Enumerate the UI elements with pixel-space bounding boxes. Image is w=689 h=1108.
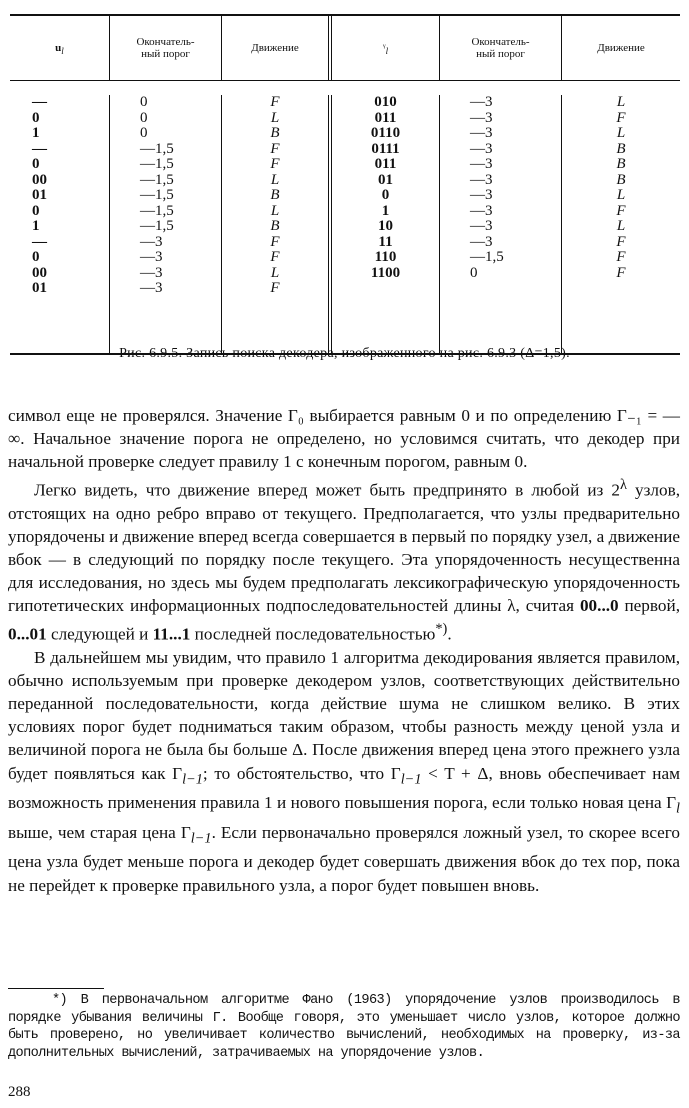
table-cell: —1,5 (140, 140, 174, 157)
table-cell: —3 (470, 94, 493, 110)
table-cell: 1100 (370, 264, 401, 281)
table-cell: —3 (470, 140, 493, 157)
table-cell: F (270, 280, 280, 296)
table-cell: 0110 (370, 125, 401, 141)
header-threshold-left: Окончатель- ный порог (110, 16, 222, 80)
table-cell: L (270, 202, 280, 219)
table-cell: —3 (470, 109, 493, 126)
table-cell: 11 (378, 233, 393, 250)
table-cell: —1,5 (140, 171, 174, 188)
footnote: *) В первоначальном алгоритме Фано (1963) упорядочение узлов производилось в порядке убывания величины Γ. Вообще говоря, это уменьшает число узлов, которое должно быть проверено, но увеличивает количество вычислений, необходимых на проверку, из-за дополнительных вычислений, затрачиваемых на упорядочение узлов. (8, 993, 680, 1061)
table-cell: 010 (374, 94, 397, 110)
table-cell: L (616, 218, 626, 234)
table-cell: 110 (374, 249, 397, 265)
table-cell: —1,5 (140, 202, 174, 219)
column-gamma (332, 95, 440, 353)
table-cell: F (270, 249, 280, 265)
table-cell: B (270, 125, 280, 141)
table-cell: 0 (140, 109, 148, 126)
header-threshold-right: Окончатель- ный порог (440, 16, 562, 80)
table-cell: 01 (32, 187, 47, 203)
table-cell: F (270, 233, 280, 250)
table-cell: 011 (374, 156, 397, 172)
table-cell: B (270, 218, 280, 234)
table-body (10, 81, 680, 353)
paragraph: Легко видеть, что движение вперед может быть предпринято в любой из $2^\lambda$ узлов, отстоящих на одно ребро вправо от текущего. Предполагается, что узлы предварительно упорядочены и движение вперед всегда совершается в первый по порядку узел, а движение вбок — в следующий по порядку после текущего. Эта упорядоченность несущественна для исследования, но здесь мы будем предполагать лексикографическую упорядоченность гипотетических информационных подпоследовательностей длины λ, считая 00...0 первой, 0...01 следующей и 11...1 последней последовательностью*). (8, 476, 681, 644)
search-record-table (10, 14, 680, 355)
footnote-rule (8, 988, 104, 989)
figure-caption: Рис. 6.9.5. Запись поиска декодера, изображенного на рис. 6.9.3 (Δ=1,5). (119, 346, 570, 361)
page-number: 288 (8, 1084, 31, 1100)
table-cell: —3 (140, 264, 163, 281)
table-cell: B (616, 140, 626, 157)
table-cell: L (270, 264, 280, 281)
table-cell: 0111 (371, 140, 400, 157)
table-cell: 00 (32, 171, 47, 188)
table-cell: —1,5 (140, 156, 174, 172)
table-cell: —3 (470, 125, 493, 141)
table-cell: 0 (381, 187, 390, 203)
table-cell: 0 (32, 156, 40, 172)
column-ul (10, 95, 110, 353)
paragraph: символ еще не проверялся. Значение Γ₀ выбирается равным 0 и по определению Γ₋₁ = — ∞. Начальное значение порога не определено, но условимся считать, что декодер при начальной проверке следует правилу 1 с конечным порогом, равным 0. (8, 406, 680, 472)
header-ul: u l (10, 16, 110, 80)
column-move-left (222, 95, 332, 353)
table-cell: F (616, 233, 626, 250)
header-move-left: Движение (222, 16, 332, 80)
body-text (8, 404, 680, 897)
table-cell: 01 (32, 280, 47, 296)
table-cell: —3 (140, 233, 163, 250)
table-cell: —3 (470, 202, 493, 219)
table-cell: 0 (32, 202, 40, 219)
table-cell: F (270, 140, 280, 157)
column-threshold-right (440, 95, 562, 353)
table-cell: L (616, 125, 626, 141)
table-cell: F (270, 94, 280, 110)
table-cell: 00 (32, 264, 47, 281)
table-cell: L (270, 109, 280, 126)
table-cell: F (270, 156, 280, 172)
table-cell: 011 (374, 109, 397, 126)
table-cell: B (270, 187, 280, 203)
table-cell: F (616, 109, 626, 126)
header-move-right: Движение (597, 42, 645, 54)
table-cell: —3 (140, 249, 163, 265)
table-cell: 1 (32, 125, 40, 141)
table-cell: —3 (470, 233, 493, 250)
table-cell: —1,5 (140, 218, 174, 234)
table-cell: B (616, 171, 626, 188)
table-cell: —3 (140, 280, 163, 296)
table-cell: B (616, 156, 626, 172)
table-cell: F (616, 249, 626, 265)
table-cell: 0 (140, 94, 148, 110)
column-threshold-left (110, 95, 222, 353)
table-cell: 01 (378, 171, 393, 188)
table-cell: F (616, 202, 626, 219)
table-header (10, 16, 680, 80)
header-gamma: ᵞ l (332, 16, 440, 80)
table-cell: — (32, 94, 47, 110)
table-cell: 0 (32, 109, 40, 126)
table-cell: L (616, 187, 626, 203)
table-cell: — (32, 140, 47, 157)
table-cell: —1,5 (470, 249, 504, 265)
table-cell: 0 (32, 249, 40, 265)
table-cell: —3 (470, 218, 493, 234)
table-cell: 1 (381, 202, 390, 219)
paragraph: В дальнейшем мы увидим, что правило 1 алгоритма декодирования является правилом, обычно используемым при проверке декодером узлов, соответствующих действительно переданной последовательности, когда действие шума не слишком велико. В этих условиях порог будет подниматься таким образом, чтобы разность между ценой узла и величиной порога не была бы больше Δ. После движения вперед цена этого прежнего узла будет появляться как $\Gamma_{l-1}$; то обстоятельство, что $\Gamma_{l-1} < T + \Delta$, вновь обеспечивает нам возможность применения правила 1 и нового повышения порога, если только новая цена $\Gamma_l$ выше, чем старая цена $\Gamma_{l-1}$. Если первоначально проверялся ложный узел, то скорее всего цена узла будет меньше порога и декодер будет совершать движения вбок до тех пор, пока не перейдет к проверке правильного узла, а порог будет повышен вновь. (8, 647, 680, 895)
table-cell: —3 (470, 156, 493, 172)
table-cell: L (616, 94, 626, 110)
table-cell: 0 (470, 264, 478, 281)
table-cell: —3 (470, 187, 493, 203)
table-cell: — (32, 233, 47, 250)
table-cell: 1 (32, 218, 40, 234)
table-cell: —1,5 (140, 187, 174, 203)
table-cell: 10 (378, 218, 393, 234)
column-move-right (562, 95, 680, 353)
table-cell: 0 (140, 125, 148, 141)
table-cell: L (270, 171, 280, 188)
table-cell: —3 (470, 171, 493, 188)
table-cell: F (616, 264, 626, 281)
